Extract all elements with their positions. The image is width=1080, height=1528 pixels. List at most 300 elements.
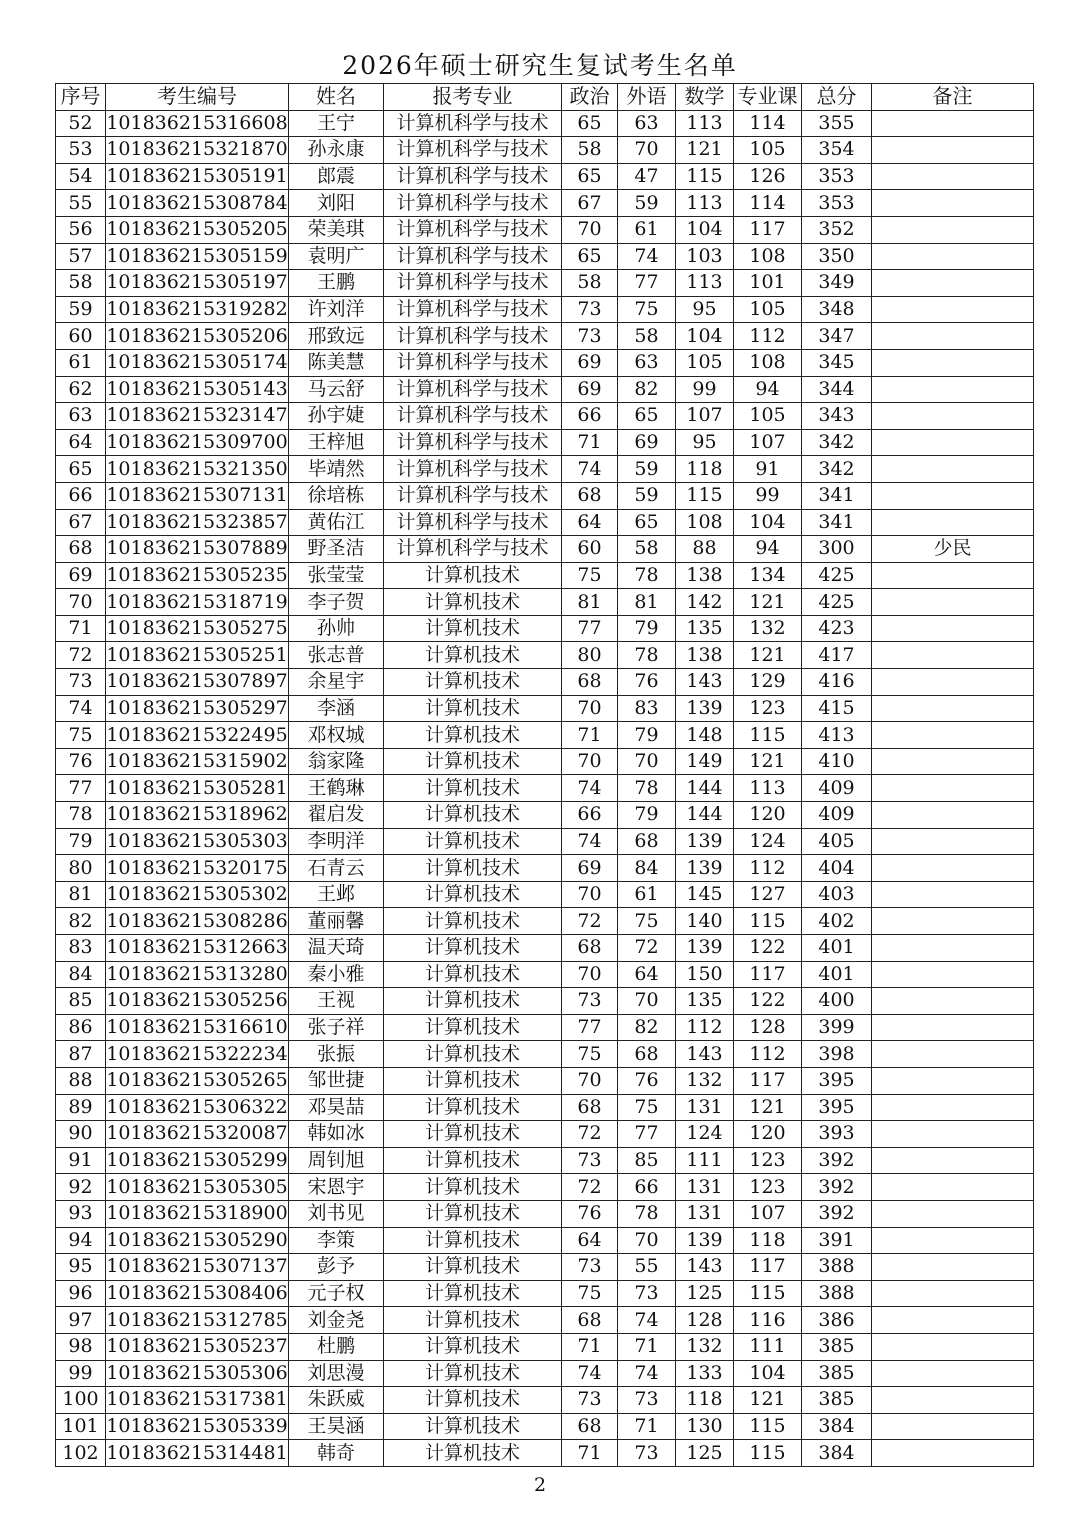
name-cell: 王昊涵	[289, 1413, 384, 1440]
major-cell: 计算机技术	[384, 589, 562, 616]
politics-cell: 68	[562, 482, 618, 509]
exam-id-cell: 101836215305306	[106, 1360, 289, 1387]
specialty-cell: 117	[734, 1067, 802, 1094]
major-cell: 计算机技术	[384, 1174, 562, 1201]
specialty-cell: 108	[734, 349, 802, 376]
specialty-cell: 117	[734, 216, 802, 243]
name-cell: 郎震	[289, 163, 384, 190]
remark-cell	[872, 722, 1034, 749]
total-cell: 417	[802, 642, 872, 669]
name-cell: 朱跃威	[289, 1387, 384, 1414]
language-cell: 73	[618, 1280, 676, 1307]
name-cell: 翟启发	[289, 802, 384, 829]
major-cell: 计算机科学与技术	[384, 429, 562, 456]
politics-cell: 69	[562, 376, 618, 403]
name-cell: 彭予	[289, 1254, 384, 1281]
remark-cell	[872, 1121, 1034, 1148]
remark-cell	[872, 1067, 1034, 1094]
name-cell: 李明洋	[289, 828, 384, 855]
remark-cell	[872, 1147, 1034, 1174]
exam-id-cell: 101836215318962	[106, 802, 289, 829]
name-cell: 张莹莹	[289, 562, 384, 589]
major-cell: 计算机技术	[384, 1200, 562, 1227]
remark-cell	[872, 1227, 1034, 1254]
language-cell: 58	[618, 536, 676, 563]
specialty-cell: 112	[734, 855, 802, 882]
politics-cell: 69	[562, 855, 618, 882]
name-cell: 秦小雅	[289, 961, 384, 988]
total-cell: 401	[802, 935, 872, 962]
table-row	[56, 376, 1034, 403]
major-cell: 计算机技术	[384, 1121, 562, 1148]
language-cell: 77	[618, 1121, 676, 1148]
exam-id-cell: 101836215305256	[106, 988, 289, 1015]
language-cell: 59	[618, 190, 676, 217]
table-row	[56, 1254, 1034, 1281]
seq-cell: 84	[56, 961, 106, 988]
total-cell: 348	[802, 296, 872, 323]
total-cell: 353	[802, 190, 872, 217]
name-cell: 王邺	[289, 881, 384, 908]
total-cell: 416	[802, 669, 872, 696]
language-cell: 78	[618, 1200, 676, 1227]
language-cell: 70	[618, 748, 676, 775]
exam-id-cell: 101836215312663	[106, 935, 289, 962]
table-row	[56, 536, 1034, 563]
politics-cell: 72	[562, 908, 618, 935]
language-cell: 68	[618, 828, 676, 855]
math-cell: 142	[676, 589, 734, 616]
major-cell: 计算机科学与技术	[384, 376, 562, 403]
remark-cell	[872, 429, 1034, 456]
name-cell: 徐培栋	[289, 482, 384, 509]
exam-id-cell: 101836215322234	[106, 1041, 289, 1068]
politics-cell: 74	[562, 456, 618, 483]
exam-id-cell: 101836215305303	[106, 828, 289, 855]
politics-cell: 74	[562, 1360, 618, 1387]
major-cell: 计算机技术	[384, 855, 562, 882]
politics-cell: 73	[562, 1387, 618, 1414]
politics-cell: 68	[562, 1307, 618, 1334]
table-row	[56, 828, 1034, 855]
math-cell: 138	[676, 562, 734, 589]
specialty-cell: 124	[734, 828, 802, 855]
table-row	[56, 1360, 1034, 1387]
name-cell: 温天琦	[289, 935, 384, 962]
language-cell: 69	[618, 429, 676, 456]
major-cell: 计算机技术	[384, 1094, 562, 1121]
table-row	[56, 855, 1034, 882]
language-cell: 77	[618, 270, 676, 297]
table-row	[56, 1413, 1034, 1440]
exam-id-cell: 101836215313280	[106, 961, 289, 988]
specialty-cell: 104	[734, 1360, 802, 1387]
major-cell: 计算机技术	[384, 1387, 562, 1414]
language-cell: 79	[618, 615, 676, 642]
politics-cell: 80	[562, 642, 618, 669]
math-cell: 121	[676, 137, 734, 164]
major-cell: 计算机技术	[384, 935, 562, 962]
remark-cell	[872, 1174, 1034, 1201]
politics-cell: 74	[562, 775, 618, 802]
seq-cell: 55	[56, 190, 106, 217]
remark-cell	[872, 190, 1034, 217]
major-cell: 计算机科学与技术	[384, 190, 562, 217]
specialty-cell: 132	[734, 615, 802, 642]
table-row	[56, 1094, 1034, 1121]
total-cell: 388	[802, 1254, 872, 1281]
politics-cell: 70	[562, 1067, 618, 1094]
total-cell: 384	[802, 1440, 872, 1467]
seq-cell: 58	[56, 270, 106, 297]
name-cell: 张振	[289, 1041, 384, 1068]
header-cell: 外语	[618, 84, 676, 111]
politics-cell: 71	[562, 429, 618, 456]
math-cell: 139	[676, 935, 734, 962]
remark-cell	[872, 110, 1034, 137]
politics-cell: 75	[562, 562, 618, 589]
exam-id-cell: 101836215305305	[106, 1174, 289, 1201]
remark-cell	[872, 935, 1034, 962]
specialty-cell: 115	[734, 1413, 802, 1440]
seq-cell: 82	[56, 908, 106, 935]
language-cell: 71	[618, 1413, 676, 1440]
math-cell: 113	[676, 110, 734, 137]
remark-cell	[872, 243, 1034, 270]
exam-id-cell: 101836215305251	[106, 642, 289, 669]
table-row	[56, 1440, 1034, 1467]
specialty-cell: 105	[734, 137, 802, 164]
specialty-cell: 115	[734, 908, 802, 935]
total-cell: 343	[802, 403, 872, 430]
politics-cell: 70	[562, 748, 618, 775]
math-cell: 105	[676, 349, 734, 376]
table-row	[56, 243, 1034, 270]
specialty-cell: 120	[734, 1121, 802, 1148]
name-cell: 袁明广	[289, 243, 384, 270]
seq-cell: 86	[56, 1014, 106, 1041]
math-cell: 144	[676, 775, 734, 802]
major-cell: 计算机技术	[384, 1014, 562, 1041]
exam-id-cell: 101836215305191	[106, 163, 289, 190]
remark-cell	[872, 137, 1034, 164]
name-cell: 邹世捷	[289, 1067, 384, 1094]
major-cell: 计算机技术	[384, 1147, 562, 1174]
politics-cell: 65	[562, 110, 618, 137]
remark-cell	[872, 775, 1034, 802]
language-cell: 75	[618, 296, 676, 323]
language-cell: 76	[618, 669, 676, 696]
specialty-cell: 120	[734, 802, 802, 829]
exam-id-cell: 101836215315902	[106, 748, 289, 775]
remark-cell	[872, 1280, 1034, 1307]
seq-cell: 88	[56, 1067, 106, 1094]
language-cell: 75	[618, 1094, 676, 1121]
total-cell: 399	[802, 1014, 872, 1041]
table-row	[56, 456, 1034, 483]
seq-cell: 89	[56, 1094, 106, 1121]
major-cell: 计算机技术	[384, 1413, 562, 1440]
exam-id-cell: 101836215316610	[106, 1014, 289, 1041]
exam-id-cell: 101836215308286	[106, 908, 289, 935]
seq-cell: 56	[56, 216, 106, 243]
remark-cell	[872, 748, 1034, 775]
math-cell: 135	[676, 615, 734, 642]
major-cell: 计算机科学与技术	[384, 163, 562, 190]
major-cell: 计算机科学与技术	[384, 456, 562, 483]
politics-cell: 71	[562, 722, 618, 749]
seq-cell: 101	[56, 1413, 106, 1440]
seq-cell: 62	[56, 376, 106, 403]
specialty-cell: 108	[734, 243, 802, 270]
politics-cell: 70	[562, 881, 618, 908]
exam-id-cell: 101836215317381	[106, 1387, 289, 1414]
total-cell: 347	[802, 323, 872, 350]
language-cell: 70	[618, 988, 676, 1015]
total-cell: 413	[802, 722, 872, 749]
major-cell: 计算机技术	[384, 881, 562, 908]
total-cell: 349	[802, 270, 872, 297]
remark-cell: 少民	[872, 536, 1034, 563]
math-cell: 95	[676, 429, 734, 456]
math-cell: 125	[676, 1440, 734, 1467]
specialty-cell: 115	[734, 722, 802, 749]
remark-cell	[872, 1014, 1034, 1041]
table-row	[56, 270, 1034, 297]
specialty-cell: 121	[734, 642, 802, 669]
exam-id-cell: 101836215318900	[106, 1200, 289, 1227]
total-cell: 384	[802, 1413, 872, 1440]
remark-cell	[872, 961, 1034, 988]
math-cell: 144	[676, 802, 734, 829]
math-cell: 113	[676, 190, 734, 217]
table-row	[56, 349, 1034, 376]
major-cell: 计算机技术	[384, 615, 562, 642]
seq-cell: 91	[56, 1147, 106, 1174]
exam-id-cell: 101836215305143	[106, 376, 289, 403]
math-cell: 118	[676, 1387, 734, 1414]
name-cell: 孙宇婕	[289, 403, 384, 430]
math-cell: 148	[676, 722, 734, 749]
major-cell: 计算机技术	[384, 748, 562, 775]
math-cell: 131	[676, 1200, 734, 1227]
remark-cell	[872, 1094, 1034, 1121]
header-cell: 考生编号	[106, 84, 289, 111]
name-cell: 毕靖然	[289, 456, 384, 483]
exam-id-cell: 101836215307137	[106, 1254, 289, 1281]
name-cell: 马云舒	[289, 376, 384, 403]
exam-id-cell: 101836215305205	[106, 216, 289, 243]
name-cell: 韩奇	[289, 1440, 384, 1467]
language-cell: 78	[618, 562, 676, 589]
table-row	[56, 1067, 1034, 1094]
math-cell: 104	[676, 323, 734, 350]
total-cell: 345	[802, 349, 872, 376]
major-cell: 计算机科学与技术	[384, 110, 562, 137]
exam-id-cell: 101836215307897	[106, 669, 289, 696]
seq-cell: 95	[56, 1254, 106, 1281]
table-row	[56, 1307, 1034, 1334]
politics-cell: 60	[562, 536, 618, 563]
name-cell: 王鹏	[289, 270, 384, 297]
major-cell: 计算机技术	[384, 775, 562, 802]
math-cell: 131	[676, 1094, 734, 1121]
math-cell: 115	[676, 163, 734, 190]
name-cell: 孙永康	[289, 137, 384, 164]
exam-id-cell: 101836215305174	[106, 349, 289, 376]
language-cell: 47	[618, 163, 676, 190]
seq-cell: 80	[56, 855, 106, 882]
name-cell: 元子权	[289, 1280, 384, 1307]
language-cell: 61	[618, 881, 676, 908]
specialty-cell: 111	[734, 1333, 802, 1360]
header-cell: 数学	[676, 84, 734, 111]
seq-cell: 97	[56, 1307, 106, 1334]
exam-id-cell: 101836215305197	[106, 270, 289, 297]
seq-cell: 75	[56, 722, 106, 749]
total-cell: 415	[802, 695, 872, 722]
math-cell: 103	[676, 243, 734, 270]
table-row	[56, 1174, 1034, 1201]
table-row	[56, 1387, 1034, 1414]
remark-cell	[872, 828, 1034, 855]
specialty-cell: 134	[734, 562, 802, 589]
politics-cell: 73	[562, 323, 618, 350]
name-cell: 刘思漫	[289, 1360, 384, 1387]
exam-id-cell: 101836215318719	[106, 589, 289, 616]
name-cell: 刘金尧	[289, 1307, 384, 1334]
header-cell: 备注	[872, 84, 1034, 111]
major-cell: 计算机科学与技术	[384, 509, 562, 536]
specialty-cell: 128	[734, 1014, 802, 1041]
remark-cell	[872, 349, 1034, 376]
language-cell: 75	[618, 908, 676, 935]
specialty-cell: 118	[734, 1227, 802, 1254]
politics-cell: 73	[562, 988, 618, 1015]
language-cell: 59	[618, 456, 676, 483]
seq-cell: 87	[56, 1041, 106, 1068]
specialty-cell: 101	[734, 270, 802, 297]
language-cell: 81	[618, 589, 676, 616]
math-cell: 112	[676, 1014, 734, 1041]
specialty-cell: 121	[734, 1094, 802, 1121]
name-cell: 张子祥	[289, 1014, 384, 1041]
major-cell: 计算机技术	[384, 562, 562, 589]
candidate-table	[55, 83, 1034, 1467]
seq-cell: 72	[56, 642, 106, 669]
politics-cell: 71	[562, 1440, 618, 1467]
page-number: 2	[533, 1474, 547, 1496]
remark-cell	[872, 403, 1034, 430]
politics-cell: 73	[562, 296, 618, 323]
politics-cell: 67	[562, 190, 618, 217]
table-row	[56, 323, 1034, 350]
exam-id-cell: 101836215307889	[106, 536, 289, 563]
politics-cell: 66	[562, 802, 618, 829]
language-cell: 73	[618, 1440, 676, 1467]
total-cell: 409	[802, 802, 872, 829]
math-cell: 149	[676, 748, 734, 775]
seq-cell: 76	[56, 748, 106, 775]
specialty-cell: 126	[734, 163, 802, 190]
exam-id-cell: 101836215316608	[106, 110, 289, 137]
seq-cell: 52	[56, 110, 106, 137]
exam-id-cell: 101836215305237	[106, 1333, 289, 1360]
exam-id-cell: 101836215321350	[106, 456, 289, 483]
total-cell: 392	[802, 1200, 872, 1227]
math-cell: 145	[676, 881, 734, 908]
specialty-cell: 113	[734, 775, 802, 802]
math-cell: 124	[676, 1121, 734, 1148]
seq-cell: 102	[56, 1440, 106, 1467]
remark-cell	[872, 1307, 1034, 1334]
remark-cell	[872, 589, 1034, 616]
total-cell: 354	[802, 137, 872, 164]
math-cell: 88	[676, 536, 734, 563]
remark-cell	[872, 323, 1034, 350]
specialty-cell: 105	[734, 296, 802, 323]
major-cell: 计算机技术	[384, 1280, 562, 1307]
remark-cell	[872, 216, 1034, 243]
math-cell: 118	[676, 456, 734, 483]
politics-cell: 65	[562, 163, 618, 190]
math-cell: 143	[676, 669, 734, 696]
remark-cell	[872, 1333, 1034, 1360]
major-cell: 计算机技术	[384, 1440, 562, 1467]
seq-cell: 60	[56, 323, 106, 350]
seq-cell: 59	[56, 296, 106, 323]
seq-cell: 79	[56, 828, 106, 855]
remark-cell	[872, 669, 1034, 696]
seq-cell: 92	[56, 1174, 106, 1201]
specialty-cell: 91	[734, 456, 802, 483]
language-cell: 82	[618, 1014, 676, 1041]
table-row	[56, 1333, 1034, 1360]
specialty-cell: 122	[734, 988, 802, 1015]
major-cell: 计算机技术	[384, 642, 562, 669]
name-cell: 邢致远	[289, 323, 384, 350]
major-cell: 计算机科学与技术	[384, 216, 562, 243]
major-cell: 计算机技术	[384, 1227, 562, 1254]
header-cell: 总分	[802, 84, 872, 111]
seq-cell: 78	[56, 802, 106, 829]
math-cell: 139	[676, 1227, 734, 1254]
math-cell: 99	[676, 376, 734, 403]
specialty-cell: 115	[734, 1280, 802, 1307]
exam-id-cell: 101836215323857	[106, 509, 289, 536]
seq-cell: 100	[56, 1387, 106, 1414]
table-row	[56, 296, 1034, 323]
politics-cell: 75	[562, 1280, 618, 1307]
math-cell: 138	[676, 642, 734, 669]
language-cell: 61	[618, 216, 676, 243]
name-cell: 刘书见	[289, 1200, 384, 1227]
specialty-cell: 123	[734, 695, 802, 722]
politics-cell: 70	[562, 695, 618, 722]
major-cell: 计算机科学与技术	[384, 270, 562, 297]
name-cell: 李子贺	[289, 589, 384, 616]
exam-id-cell: 101836215305235	[106, 562, 289, 589]
specialty-cell: 117	[734, 961, 802, 988]
specialty-cell: 107	[734, 1200, 802, 1227]
language-cell: 83	[618, 695, 676, 722]
table-row	[56, 562, 1034, 589]
major-cell: 计算机技术	[384, 1041, 562, 1068]
language-cell: 84	[618, 855, 676, 882]
language-cell: 65	[618, 509, 676, 536]
total-cell: 393	[802, 1121, 872, 1148]
language-cell: 82	[618, 376, 676, 403]
